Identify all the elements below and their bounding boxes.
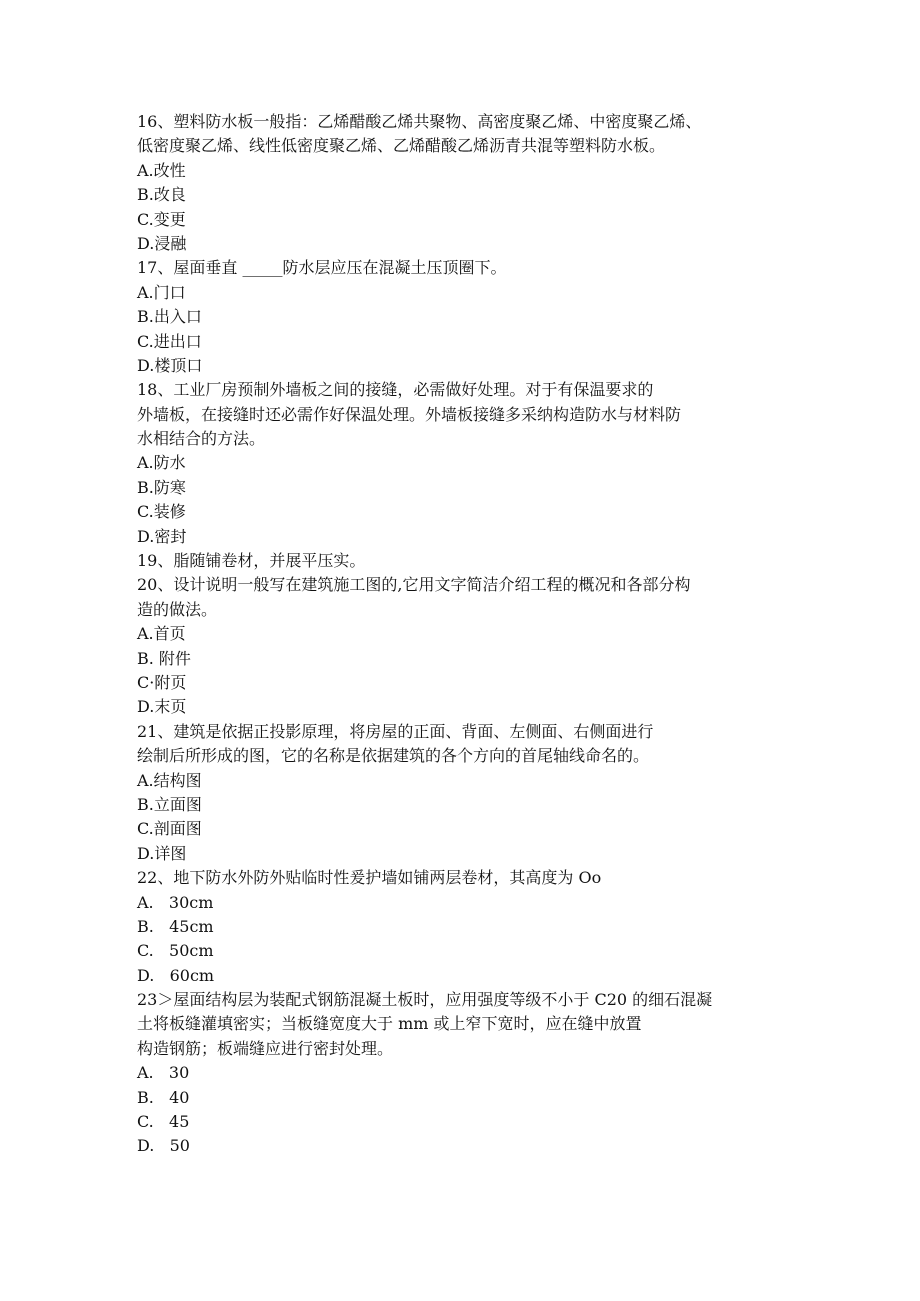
q17-option-d: D.楼顶口 bbox=[137, 355, 203, 375]
q20-option-d: D.末页 bbox=[137, 697, 187, 717]
q23-line-2: 土将板缝灌填密实；当板缝宽度大于 mm 或上窄下宽时，应在缝中放置 bbox=[137, 1014, 642, 1034]
q18-option-a: A.防水 bbox=[137, 453, 186, 473]
q22-option-c: C. 50cm bbox=[137, 941, 214, 961]
q17-line-1: 17、屋面垂直 _____防水层应压在混凝土压顶圈下。 bbox=[137, 258, 507, 278]
q16-line-2: 低密度聚乙烯、线性低密度聚乙烯、乙烯醋酸乙烯沥青共混等塑料防水板。 bbox=[137, 136, 666, 156]
q21-line-2: 绘制后所形成的图，它的名称是依据建筑的各个方向的首尾轴线命名的。 bbox=[137, 746, 650, 766]
q16-option-b: B.改良 bbox=[137, 185, 186, 205]
q22-line-1: 22、地下防水外防外贴临时性爰护墙如铺两层卷材，其高度为 Oo bbox=[137, 868, 602, 888]
q18-option-b: B.防寒 bbox=[137, 477, 186, 497]
q22-option-d: D. 60cm bbox=[137, 965, 215, 985]
q21-option-d: D.详图 bbox=[137, 843, 187, 863]
q20-option-c: C·附页 bbox=[137, 672, 187, 692]
q18-line-1: 18、工业厂房预制外墙板之间的接缝，必需做好处理。对于有保温要求的 bbox=[137, 380, 654, 400]
q23-option-b: B. 40 bbox=[137, 1087, 190, 1107]
q21-option-c: C.剖面图 bbox=[137, 819, 202, 839]
q21-line-1: 21、建筑是依据正投影原理，将房屋的正面、背面、左侧面、右侧面进行 bbox=[137, 721, 654, 741]
q16-option-d: D.浸融 bbox=[137, 233, 187, 253]
q22-option-a: A. 30cm bbox=[137, 892, 214, 912]
q22-option-b: B. 45cm bbox=[137, 916, 214, 936]
q20-line-2: 造的做法。 bbox=[137, 599, 218, 619]
q21-option-b: B.立面图 bbox=[137, 794, 202, 814]
q20-option-a: A.首页 bbox=[137, 624, 186, 644]
q17-option-c: C.进出口 bbox=[137, 331, 202, 351]
question-text-block bbox=[137, 110, 797, 1159]
q20-line-1: 20、设计说明一般写在建筑施工图的,它用文字简洁介绍工程的概况和各部分构 bbox=[137, 575, 691, 595]
q16-option-a: A.改性 bbox=[137, 160, 186, 180]
q20-option-b: B. 附件 bbox=[137, 648, 191, 668]
q23-line-1: 23＞屋面结构层为装配式钢筋混凝土板时，应用强度等级不小于 C20 的细石混凝 bbox=[137, 990, 713, 1010]
q23-line-3: 构造钢筋；板端缝应进行密封处理。 bbox=[137, 1038, 394, 1058]
q18-line-3: 水相结合的方法。 bbox=[137, 429, 266, 449]
q17-option-b: B.出入口 bbox=[137, 307, 202, 327]
q16-option-c: C.变更 bbox=[137, 209, 186, 229]
q18-option-c: C.装修 bbox=[137, 502, 186, 522]
q23-option-c: C. 45 bbox=[137, 1112, 190, 1132]
q19-line-1: 19、脂随铺卷材，并展平压实。 bbox=[137, 551, 366, 571]
q17-option-a: A.门口 bbox=[137, 282, 186, 302]
q18-line-2: 外墙板，在接缝时还必需作好保温处理。外墙板接缝多采纳构造防水与材料防 bbox=[137, 404, 682, 424]
q21-option-a: A.结构图 bbox=[137, 770, 202, 790]
q23-option-a: A. 30 bbox=[137, 1063, 190, 1083]
q16-line-1: 16、塑料防水板一般指：乙烯醋酸乙烯共聚物、高密度聚乙烯、中密度聚乙烯、 bbox=[137, 112, 702, 131]
q18-option-d: D.密封 bbox=[137, 526, 187, 546]
q23-option-d: D. 50 bbox=[137, 1136, 190, 1156]
